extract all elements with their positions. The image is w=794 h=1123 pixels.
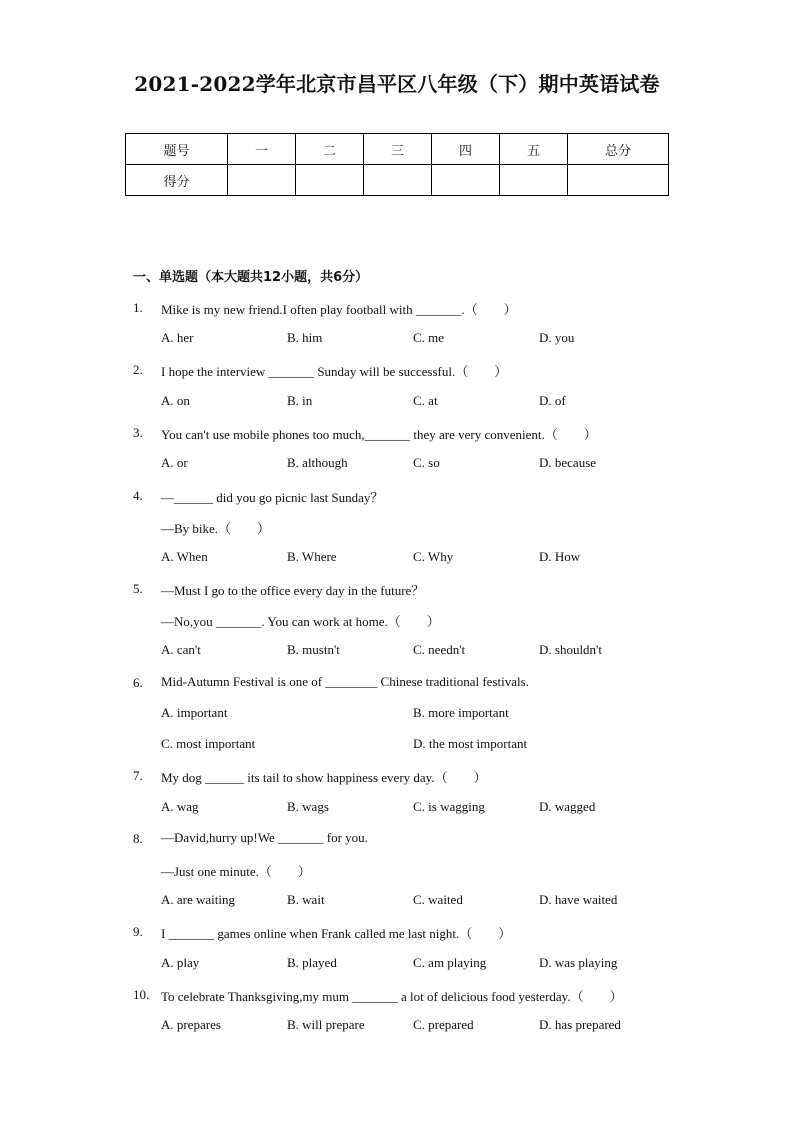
section-heading: 一、单选题（本大题共12小题，共6分）	[133, 270, 369, 285]
question-number: 7.	[133, 768, 143, 783]
score-value-cell	[432, 165, 500, 196]
option-d: D. the most important	[413, 736, 528, 751]
question-number: 6.	[133, 675, 143, 690]
question-stem: To celebrate Thanksgiving,my mum _______ a lot of delicious food yesterday.（ ）	[161, 989, 623, 1004]
score-header-cell: 五	[500, 134, 568, 165]
question-number: 3.	[133, 425, 143, 440]
option-a: A. prepares	[161, 1017, 221, 1032]
option-b: B. mustn't	[287, 642, 340, 657]
option-c: C. at	[413, 393, 438, 408]
option-d: D. How	[539, 549, 581, 564]
score-label-cell: 得分	[126, 165, 228, 196]
option-b: B. more important	[413, 705, 509, 720]
score-value-cell	[228, 165, 296, 196]
option-d: D. was playing	[539, 955, 618, 970]
option-c: C. me	[413, 330, 445, 345]
score-header-cell: 总分	[568, 134, 669, 165]
option-d: D. shouldn't	[539, 642, 603, 657]
question-number: 8.	[133, 831, 143, 846]
option-a: A. important	[161, 705, 228, 720]
option-d: D. you	[539, 330, 575, 345]
option-d: D. have waited	[539, 892, 618, 907]
option-c: C. Why	[413, 549, 454, 564]
option-b: B. although	[287, 455, 348, 470]
score-header-cell: 四	[432, 134, 500, 165]
score-header-cell: 一	[228, 134, 296, 165]
option-a: A. her	[161, 330, 194, 345]
option-a: A. on	[161, 393, 190, 408]
question-stem: I hope the interview _______ Sunday will be successful.（ ）	[161, 364, 508, 379]
option-a: A. can't	[161, 642, 201, 657]
option-a: A. are waiting	[161, 892, 236, 907]
option-c: C. needn't	[413, 642, 466, 657]
option-a: A. wag	[161, 799, 199, 814]
option-d: D. because	[539, 455, 597, 470]
option-b: B. wags	[287, 799, 329, 814]
option-d: D. has prepared	[539, 1017, 621, 1032]
option-c: C. waited	[413, 892, 463, 907]
question-stem: You can't use mobile phones too much,_______ they are very convenient.（ ）	[161, 427, 597, 442]
score-value-cell	[500, 165, 568, 196]
question-number: 1.	[133, 300, 143, 315]
option-d: D. of	[539, 393, 566, 408]
question-number: 10.	[133, 987, 150, 1002]
question-stem: Mid-Autumn Festival is one of ________ Chinese traditional festivals.	[161, 674, 529, 689]
option-c: C. most important	[161, 736, 256, 751]
option-c: C. am playing	[413, 955, 487, 970]
option-c: C. so	[413, 455, 440, 470]
score-table	[125, 133, 669, 196]
option-a: A. or	[161, 455, 188, 470]
score-header-cell: 题号	[126, 134, 228, 165]
option-c: C. prepared	[413, 1017, 474, 1032]
option-a: A. play	[161, 955, 200, 970]
question-stem: I _______ games online when Frank called me last night.（ ）	[161, 926, 512, 941]
question-number: 4.	[133, 488, 143, 503]
score-header-cell: 二	[296, 134, 364, 165]
option-a: A. When	[161, 549, 208, 564]
score-value-row	[126, 165, 669, 196]
option-b: B. in	[287, 393, 313, 408]
question-stem: My dog ______ its tail to show happiness every day.（ ）	[161, 770, 487, 785]
question-stem: —Must I go to the office every day in the future？	[161, 583, 425, 598]
score-value-cell	[296, 165, 364, 196]
question-stem: Mike is my new friend.I often play football with _______.（ ）	[161, 302, 517, 317]
option-b: B. Where	[287, 549, 337, 564]
question-number: 2.	[133, 362, 143, 377]
question-stem: —By bike.（ ）	[161, 521, 271, 536]
score-header-cell: 三	[364, 134, 432, 165]
question-stem: —No,you _______. You can work at home.（ ）	[161, 614, 440, 629]
page-title: 2021-2022学年北京市昌平区八年级（下）期中英语试卷	[134, 72, 660, 96]
question-stem: —David,hurry up!We _______ for you.	[161, 830, 368, 845]
option-b: B. played	[287, 955, 337, 970]
option-b: B. wait	[287, 892, 325, 907]
question-stem: —Just one minute.（ ）	[161, 864, 311, 879]
score-value-cell	[364, 165, 432, 196]
option-b: B. him	[287, 330, 323, 345]
question-stem: —______ did you go picnic last Sunday？	[161, 490, 384, 505]
option-c: C. is wagging	[413, 799, 485, 814]
option-b: B. will prepare	[287, 1017, 365, 1032]
question-number: 5.	[133, 581, 143, 596]
option-d: D. wagged	[539, 799, 596, 814]
score-value-cell	[568, 165, 669, 196]
score-header-row	[126, 134, 669, 165]
question-number: 9.	[133, 924, 143, 939]
